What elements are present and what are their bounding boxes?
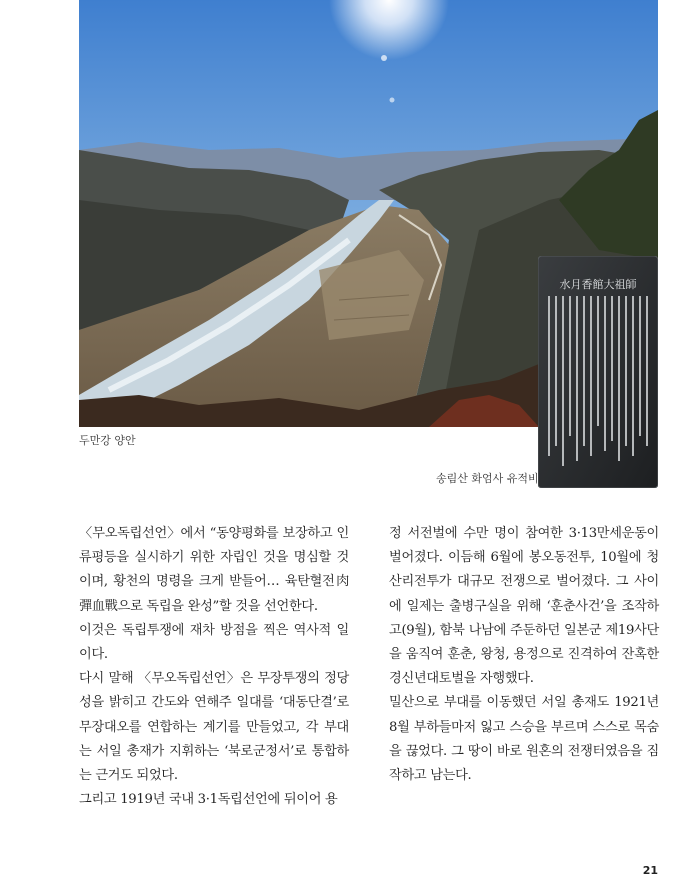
page-number: 21 xyxy=(642,864,658,877)
article-right-column xyxy=(389,522,659,788)
monument-caption: 송림산 화엄사 유적비 xyxy=(436,472,539,485)
article-paragraph: 〈무오독립선언〉에서 “동양평화를 보장하고 인류평등을 실시하기 위한 자립인 것을 명심할 것이며, 황천의 명령을 크게 받들어… 육탄혈전肉彈血戰으로 독립을 완성”할 것을 선언한다. xyxy=(79,526,349,614)
monument-stone-icon xyxy=(538,256,658,488)
article-paragraph: 다시 말해 〈무오독립선언〉은 무장투쟁의 정당성을 밝히고 간도와 연해주 일대를 ‘대동단결’로 무장대오를 연합하는 계기를 만들었고, 각 부대는 서일 총재가 지휘하는 ‘북로군정서’로 통합하는 근거도 되었다. xyxy=(79,671,349,784)
monument-stone xyxy=(538,256,658,488)
article-paragraph: 그리고 1919년 국내 3·1독립선언에 뒤이어 용 xyxy=(79,792,338,808)
article-paragraph: 밀산으로 부대를 이동했던 서일 총재도 1921년 8월 부하들마저 잃고 스승을 부르며 스스로 목숨을 끊었다. 그 땅이 바로 원혼의 전쟁터였음을 짐작하고 남는다. xyxy=(389,695,659,784)
photo-caption: 두만강 양안 xyxy=(79,434,136,447)
article-paragraph: 정 서전벌에 수만 명이 참여한 3·13만세운동이 벌어졌다. 이듬해 6월에 봉오동전투, 10월에 청산리전투가 대규모 전쟁으로 벌어졌다. 그 사이에 일제는 출병구실을 위해 ‘훈춘사건’을 조작하고(9월), 함북 나남에 주둔하던 일본군 제19사단을 움직여 훈춘, 왕청, 용정으로 진격하여 잔혹한 경신년대토벌을 자행했다. xyxy=(389,526,659,687)
article-left-column xyxy=(79,522,349,812)
monument-inscription: 水月香館大祖師 xyxy=(559,278,637,291)
article-paragraph: 이것은 독립투쟁에 재차 방점을 찍은 역사적 일이다. xyxy=(79,622,349,663)
